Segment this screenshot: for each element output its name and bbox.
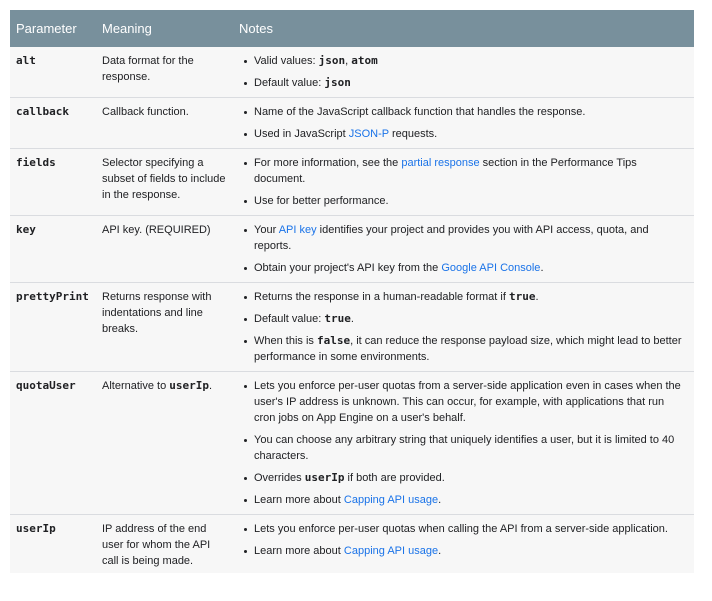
note-text: Use for better performance. <box>254 195 389 207</box>
notes-list <box>239 378 688 508</box>
table-row <box>10 216 694 283</box>
note-text: For more information, see the <box>254 157 402 169</box>
code-value: userIp <box>304 471 345 484</box>
list-item <box>254 126 688 142</box>
note-text: Name of the JavaScript callback function that handles the response. <box>254 106 586 118</box>
doc-link[interactable]: JSON-P <box>348 128 389 140</box>
note-text: Default value: <box>254 77 325 89</box>
parameter-meaning: Data format for the response. <box>102 55 194 83</box>
parameter-name: userIp <box>16 522 56 535</box>
notes-list <box>239 521 688 559</box>
doc-link[interactable]: API key <box>278 224 317 236</box>
note-text: Valid values: <box>254 55 319 67</box>
header-meaning: Meaning <box>96 10 233 47</box>
parameter-notes <box>233 515 694 576</box>
table-row <box>10 149 694 216</box>
note-text: . <box>438 494 442 506</box>
parameter-meaning: API key. (REQUIRED) <box>102 224 211 236</box>
list-item <box>254 75 688 91</box>
list-item <box>254 470 688 486</box>
note-text: Default value: <box>254 313 325 325</box>
notes-list <box>239 104 688 142</box>
parameter-meaning: Selector specifying a subset of fields to include in the response. <box>102 157 226 201</box>
list-item <box>254 333 688 365</box>
list-item <box>254 155 688 187</box>
table-row <box>10 515 694 576</box>
parameter-name: callback <box>16 105 69 118</box>
parameter-meaning: Returns response with indentations and line breaks. <box>102 291 212 335</box>
note-text: . <box>350 313 354 325</box>
note-text: Alternative to <box>102 380 170 392</box>
list-item <box>254 432 688 464</box>
parameter-name: quotaUser <box>16 379 76 392</box>
list-item <box>254 521 688 537</box>
parameter-name: key <box>16 223 36 236</box>
parameter-name: fields <box>16 156 56 169</box>
code-value: json <box>318 54 346 67</box>
table-header-row <box>10 10 694 47</box>
doc-link[interactable]: Google API Console <box>441 262 541 274</box>
notes-list <box>239 155 688 209</box>
notes-list <box>239 289 688 365</box>
list-item <box>254 492 688 508</box>
code-value: true <box>324 312 351 325</box>
list-item <box>254 222 688 254</box>
doc-link[interactable]: Capping API usage <box>343 545 439 557</box>
note-text: Used in JavaScript <box>254 128 349 140</box>
code-value: userIp <box>169 379 210 392</box>
doc-link[interactable]: Capping API usage <box>343 494 439 506</box>
note-text: Lets you enforce per-user quotas when calling the API from a server-side application. <box>254 523 668 535</box>
parameters-table <box>10 10 694 575</box>
parameter-notes <box>233 283 694 372</box>
table-row <box>10 47 694 98</box>
note-text: Your <box>254 224 279 236</box>
note-text: Returns the response in a human-readable format if <box>254 291 509 303</box>
note-text: section in the Performance Tips document. <box>254 157 637 185</box>
note-text: Learn more about <box>254 545 344 557</box>
list-item <box>254 193 688 209</box>
note-text: identifies your project and provides you with API access, quota, and reports. <box>254 224 649 252</box>
parameters-table-container <box>10 10 694 573</box>
note-text: . <box>209 380 213 392</box>
list-item <box>254 378 688 426</box>
note-text: . <box>535 291 539 303</box>
parameter-notes <box>233 372 694 515</box>
notes-list <box>239 222 688 276</box>
note-text: . <box>540 262 544 274</box>
note-text: When this is <box>254 335 317 347</box>
notes-list <box>239 53 688 91</box>
parameter-meaning: IP address of the end user for whom the API call is being made. <box>102 523 211 567</box>
parameter-notes <box>233 149 694 216</box>
code-value: atom <box>351 54 378 67</box>
note-text: , it can reduce the response payload size, which might lead to better performance in some environments. <box>254 335 682 363</box>
note-text: Obtain your project's API key from the <box>254 262 442 274</box>
table-row <box>10 283 694 372</box>
note-text: Lets you enforce per-user quotas from a server-side application even in cases when the user's IP address is unknown. This can occur, for example, with applications that run cron jobs on App Engine on a user's behalf. <box>254 380 681 424</box>
list-item <box>254 53 688 69</box>
list-item <box>254 104 688 120</box>
table-row <box>10 98 694 149</box>
note-text: requests. <box>388 128 438 140</box>
parameter-notes <box>233 47 694 98</box>
note-text: Learn more about <box>254 494 344 506</box>
parameter-name: alt <box>16 54 36 67</box>
table-row <box>10 372 694 515</box>
note-text: , <box>345 55 352 67</box>
table-body <box>10 47 694 575</box>
parameter-meaning: Callback function. <box>102 106 189 118</box>
code-value: true <box>508 290 536 303</box>
header-parameter: Parameter <box>10 10 96 47</box>
parameter-meaning <box>96 372 233 515</box>
code-value: json <box>324 76 351 89</box>
doc-link[interactable]: partial response <box>401 157 480 169</box>
list-item <box>254 289 688 305</box>
note-text: . <box>438 545 442 557</box>
list-item <box>254 543 688 559</box>
parameter-name: prettyPrint <box>16 290 89 303</box>
code-value: false <box>316 334 351 347</box>
note-text: if both are provided. <box>344 472 445 484</box>
note-text: You can choose any arbitrary string that uniquely identifies a user, but it is limited to 40 characters. <box>254 434 675 462</box>
note-text: Overrides <box>254 472 305 484</box>
parameter-notes <box>233 216 694 283</box>
list-item <box>254 260 688 276</box>
header-notes: Notes <box>233 10 694 47</box>
parameter-notes <box>233 98 694 149</box>
list-item <box>254 311 688 327</box>
